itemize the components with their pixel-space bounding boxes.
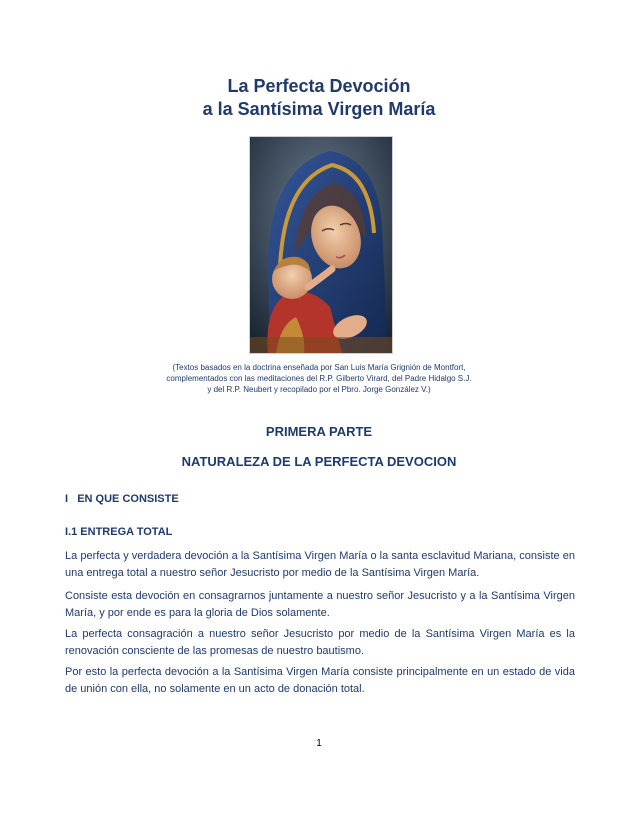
document-title-line1: La Perfecta Devoción [227,76,411,96]
image-caption [120,362,518,395]
caption-line: complementados con las meditaciones del R.P. Gilberto Virard, del Padre Hidalgo S.J. [166,374,472,383]
virgin-and-child-image [249,136,393,354]
body-paragraph-4: Por esto la perfecta devoción a la Santísima Virgen María consiste principalmente en un estado de vida de unión con ella, no solamente en un acto de donación total. [65,666,575,695]
part-heading: PRIMERA PARTE [265,424,373,439]
virgin-and-child-illustration [250,137,392,353]
document-title-line2: a la Santísima Virgen María [202,99,436,119]
subsection-heading: I.1 ENTREGA TOTAL [65,526,173,538]
page-number: 1 [316,738,322,749]
body-paragraph-1: La perfecta y verdadera devoción a la Santísima Virgen María o la santa esclavitud Mariana, consiste en una entrega total a nuestro señor Jesucristo por medio de la Santísima Virgen María. [65,550,575,579]
section-heading: I EN QUE CONSISTE [65,493,179,505]
part-subheading: NATURALEZA DE LA PERFECTA DEVOCION [181,454,457,469]
image-bottom-band [250,337,392,353]
caption-line: y del R.P. Neubert y recopilado por el Pbro. Jorge González V.) [207,385,431,394]
caption-line: (Textos basados en la doctrina enseñada por San Luis María Grignión de Montfort, [172,363,466,372]
body-paragraph-2: Consiste esta devoción en consagrarnos juntamente a nuestro señor Jesucristo y a la Santísima Virgen María, y por ende es para la gloria de Dios solamente. [65,590,575,619]
body-paragraph-3: La perfecta consagración a nuestro señor Jesucristo por medio de la Santísima Virgen María es la renovación consciente de las promesas de nuestro bautismo. [65,628,575,657]
